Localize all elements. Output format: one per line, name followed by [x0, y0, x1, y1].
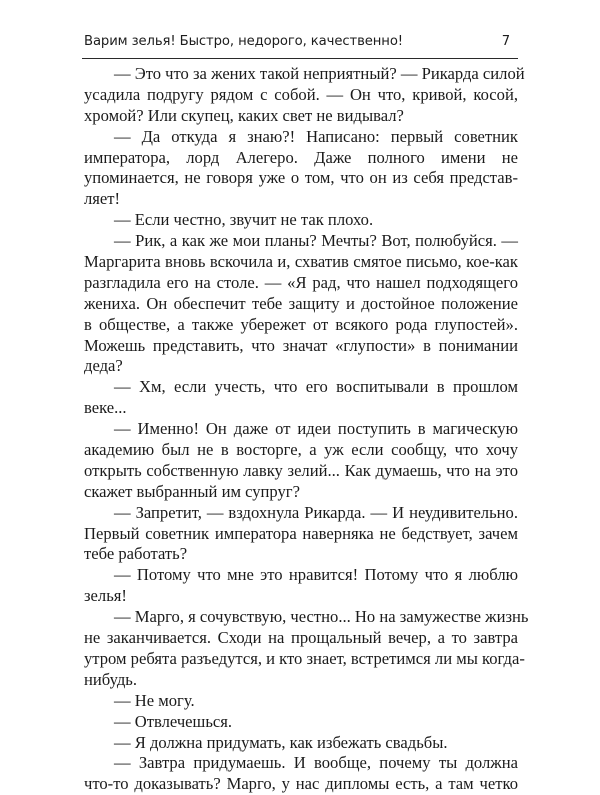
text-line: — Я должна придумать, как избежать свадьбы. — [114, 732, 448, 752]
text-line: Можешь представить, что значат «глупости» в понимании — [84, 335, 518, 355]
text-line: утром ребята разъедутся, и кто знает, встретимся ли мы когда- — [84, 648, 525, 668]
text-line: упоминается, не говоря уже о том, что он из себя представ- — [84, 168, 518, 188]
text-line: что-то доказывать? Марго, у нас дипломы есть, а там четко — [84, 774, 518, 794]
text-line: хромой? Или скупец, каких свет не видывал? — [84, 105, 404, 125]
body-text — [84, 64, 529, 795]
book-title: Варим зелья! Быстро, недорого, качественно! — [84, 34, 403, 49]
text-line: — Хм, если учесть, что его воспитывали в прошлом — [114, 377, 518, 397]
text-line: в обществе, а также убережет от всякого рода глупостей». — [84, 314, 518, 334]
running-head — [82, 30, 522, 54]
text-line: — Это что за жених такой неприятный? — Рикарда силой — [114, 64, 525, 83]
text-line: — Именно! Он даже от идеи поступить в магическую — [114, 419, 518, 439]
text-line: — Рик, а как же мои планы? Мечты? Вот, полюбуйся. — — [114, 231, 518, 251]
text-line: Первый советник императора наверняка не бедствует, зачем — [84, 523, 518, 543]
text-line: — Марго, я сочувствую, честно... Но на замужестве жизнь — [114, 607, 529, 627]
text-line: — Завтра придумаешь. И вообще, почему ты должна — [114, 753, 518, 773]
text-line: разгладила его на столе. — «Я рад, что нашел подходящего — [84, 272, 518, 292]
text-line: не заканчивается. Сходи на прощальный вечер, а то завтра — [84, 628, 518, 648]
text-line: жениха. Он обеспечит тебе защиту и достойное положение — [84, 293, 518, 313]
text-line: веке... — [84, 398, 127, 418]
text-line: зелья! — [84, 586, 127, 606]
text-line: усадила подругу рядом с собой. — Он что, кривой, косой, — [84, 84, 518, 104]
text-line: ляет! — [84, 189, 121, 209]
text-line: — Запретит, — вздохнула Рикарда. — И неудивительно. — [114, 502, 518, 522]
text-line: — Если честно, звучит не так плохо. — [114, 210, 374, 230]
header-rule — [82, 58, 518, 59]
text-line: скажет выбранный им супруг? — [84, 481, 300, 501]
text-line: — Да откуда я знаю?! Написано: первый советник — [114, 126, 518, 146]
text-line: — Отвлечешься. — [114, 711, 233, 731]
text-line: открыть собственную лавку зелий... Как думаешь, что на это — [84, 460, 518, 480]
text-line: — Не могу. — [114, 690, 195, 710]
text-line: — Потому что мне это нравится! Потому что я люблю — [114, 565, 518, 585]
text-line: нибудь. — [84, 669, 137, 689]
text-line: академию был не в восторге, а уж если сообщу, что хочу — [84, 440, 518, 460]
page-number: 7 — [501, 34, 510, 49]
text-line: императора, лорд Алегеро. Даже полного имени не — [84, 147, 518, 167]
text-line: тебе работать? — [84, 544, 188, 564]
text-line: Маргарита вновь вскочила и, схватив смятое письмо, кое-как — [84, 252, 518, 272]
text-line: деда? — [84, 356, 123, 376]
